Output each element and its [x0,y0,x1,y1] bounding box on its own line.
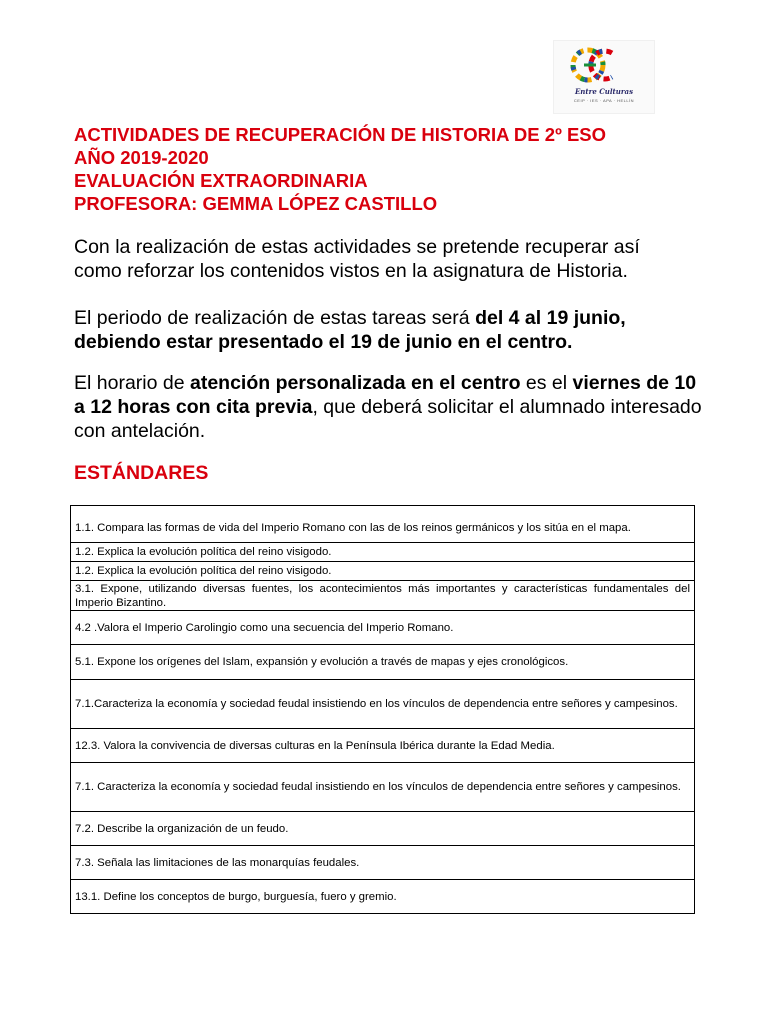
standard-cell: 5.1. Expone los orígenes del Islam, expansión y evolución a través de mapas y ejes cronológicos. [71,645,695,680]
schedule-paragraph [74,371,704,443]
table-row [71,763,695,812]
schedule-attention: atención personalizada en el centro [189,372,521,394]
heading-title: ACTIVIDADES DE RECUPERACIÓN DE HISTORIA DE 2º ESO [74,124,607,145]
section-title-standards: ESTÁNDARES [74,462,209,484]
table-row [71,846,695,880]
table-row [71,543,695,562]
heading-teacher: PROFESORA: GEMMA LÓPEZ CASTILLO [74,193,438,214]
document-headings [74,123,714,215]
period-text: El periodo de realización de estas tareas será [74,307,476,329]
standards-table [70,505,695,914]
heading-year: AÑO 2019-2020 [74,147,209,168]
school-logo [553,40,655,114]
schedule-text-3: , que deberá solicitar el alumnado interesado con antelación. [74,396,702,442]
schedule-time: viernes de 10 a 12 horas con cita previa [74,372,697,418]
table-row [71,645,695,680]
standard-cell: 7.2. Describe la organización de un feudo. [71,812,695,846]
logo-name: Entre Culturas [574,87,634,96]
table-top-gap-cell [71,506,695,515]
standard-cell: 3.1. Expone, utilizando diversas fuentes, los acontecimientos más importantes y características fundamentales del Imperio Bizantino. [71,581,695,611]
intro-line-1: Con la realización de estas actividades se pretende recuperar así [74,236,640,258]
standard-cell: 7.3. Señala las limitaciones de las monarquías feudales. [71,846,695,880]
table-row [71,562,695,581]
standard-cell: 7.1. Caracteriza la economía y sociedad feudal insistiendo en los vínculos de dependencia entre señores y campesinos. [71,763,695,812]
standard-cell: 4.2 .Valora el Imperio Carolingio como una secuencia del Imperio Romano. [71,611,695,645]
period-paragraph [74,306,704,354]
table-top-gap [71,506,695,515]
table-row [71,812,695,846]
schedule-text-2: es el [520,372,573,394]
period-dates: del 4 al 19 junio, debiendo estar presentado el 19 de junio en el centro. [74,307,626,353]
standard-cell: 12.3. Valora la convivencia de diversas culturas en la Península Ibérica durante la Edad Media. [71,729,695,763]
standard-cell: 1.1. Compara las formas de vida del Imperio Romano con las de los reinos germánicos y los sitúa en el mapa. [71,514,695,543]
table-row [71,514,695,543]
entre-culturas-logo-icon [554,41,654,87]
intro-paragraph [74,235,704,283]
logo-subtitle: CEIP · IES · APA · HELLÍN [573,98,635,103]
table-row [71,581,695,611]
standard-cell: 13.1. Define los conceptos de burgo, burguesía, fuero y gremio. [71,880,695,914]
schedule-text-1: El horario de [74,372,190,394]
heading-evaluation: EVALUACIÓN EXTRAORDINARIA [74,170,368,191]
table-row [71,729,695,763]
standard-cell: 1.2. Explica la evolución política del reino visigodo. [71,543,695,562]
standard-cell: 1.2. Explica la evolución política del reino visigodo. [71,562,695,581]
intro-line-2: como reforzar los contenidos vistos en la asignatura de Historia. [74,260,628,282]
table-row [71,611,695,645]
standard-cell: 7.1.Caracteriza la economía y sociedad feudal insistiendo en los vínculos de dependencia entre señores y campesinos. [71,680,695,729]
table-row [71,880,695,914]
table-row [71,680,695,729]
